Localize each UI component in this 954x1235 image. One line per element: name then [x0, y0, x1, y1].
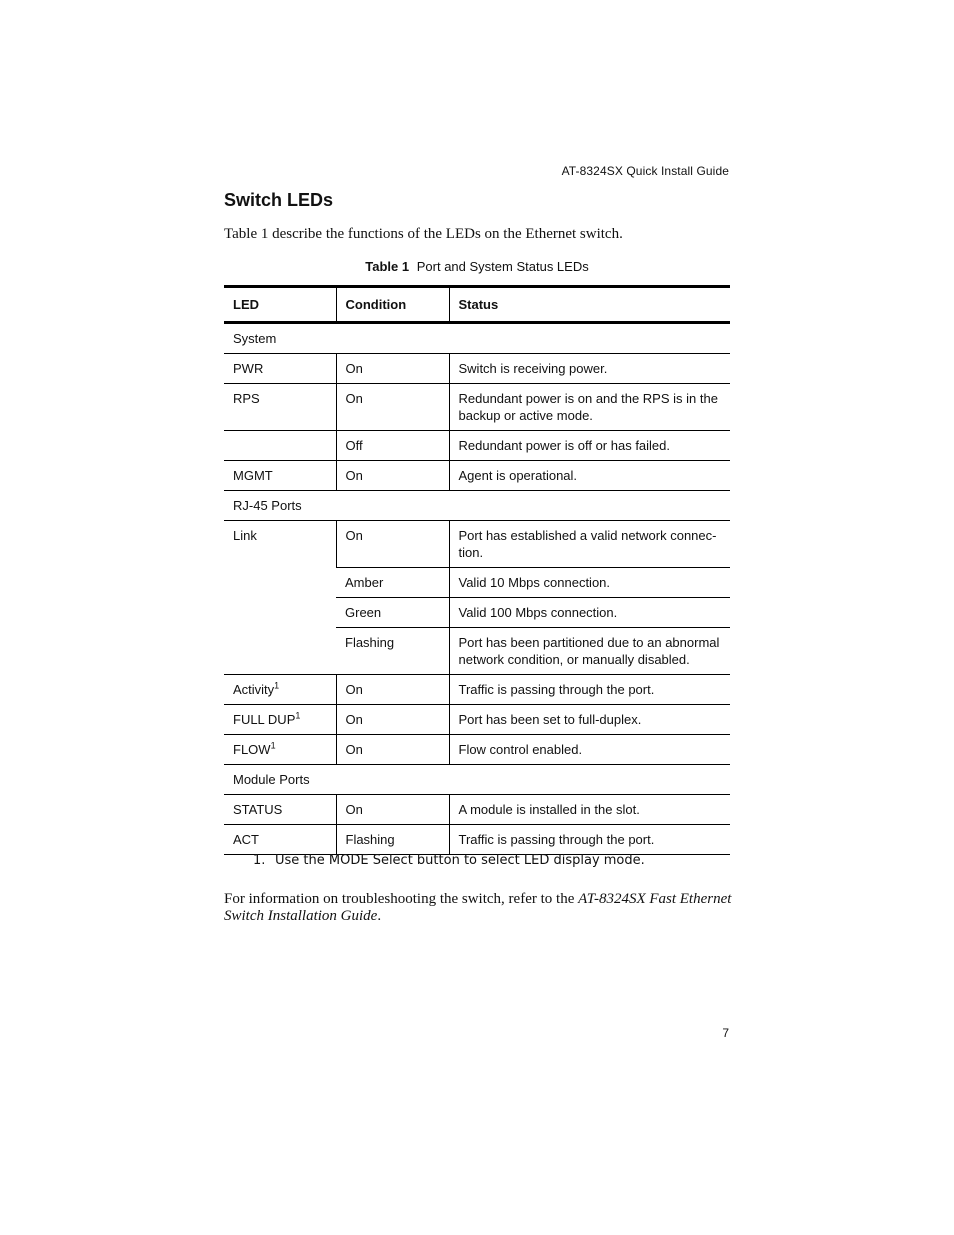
condition-cell: On: [336, 461, 449, 491]
status-cell: Switch is receiving power.: [449, 354, 730, 384]
table-footnote: [253, 853, 645, 868]
table-row: [224, 705, 730, 735]
status-cell: Port has been partitioned due to an abnormal network condition, or manually disabled.: [449, 628, 730, 675]
condition-cell: On: [336, 521, 449, 568]
page-number: 7: [722, 1026, 729, 1040]
table-row: [224, 431, 730, 461]
column-header-led: LED: [224, 287, 336, 323]
table-row: [224, 825, 730, 855]
status-cell: Port has been set to full-duplex.: [449, 705, 730, 735]
status-cell: Traffic is passing through the port.: [449, 675, 730, 705]
closing-period: .: [377, 908, 382, 924]
table-row: [224, 461, 730, 491]
led-status-table: [224, 285, 730, 855]
footnote-text: Use the MODE Select button to select LED display mode.: [275, 853, 645, 868]
condition-cell: Flashing: [336, 628, 449, 675]
column-header-status: Status: [449, 287, 730, 323]
table-row: [224, 354, 730, 384]
led-cell: RPS: [224, 384, 336, 431]
column-header-condition: Condition: [336, 287, 449, 323]
led-cell: [224, 705, 336, 735]
led-cell: [224, 735, 336, 765]
intro-paragraph: Table 1 describe the functions of the LEDs on the Ethernet switch.: [224, 226, 623, 242]
footnote-number: 1.: [253, 853, 266, 868]
table-header-row: [224, 287, 730, 323]
status-cell: A module is installed in the slot.: [449, 795, 730, 825]
condition-cell: On: [336, 354, 449, 384]
led-cell: STATUS: [224, 795, 336, 825]
status-cell: Redundant power is off or has failed.: [449, 431, 730, 461]
table-section-row: [224, 323, 730, 354]
closing-paragraph: [224, 891, 734, 925]
led-label: FLOW: [233, 742, 271, 757]
condition-cell: Amber: [336, 568, 449, 598]
table-caption-text: Port and System Status LEDs: [416, 259, 589, 274]
status-cell: [449, 521, 730, 568]
led-cell: ACT: [224, 825, 336, 855]
section-label-rj45-ports: RJ-45 Ports: [224, 491, 730, 521]
table-section-row: [224, 491, 730, 521]
table-row: [224, 735, 730, 765]
led-label: FULL DUP: [233, 712, 296, 727]
status-cell: Redundant power is on and the RPS is in the backup or active mode.: [449, 384, 730, 431]
footnote-reference: 1: [295, 710, 301, 721]
condition-cell: On: [336, 705, 449, 735]
status-text-line: tion.: [458, 545, 484, 560]
led-cell: [224, 675, 336, 705]
led-cell: MGMT: [224, 461, 336, 491]
footnote-reference: 1: [274, 680, 280, 691]
referenced-guide-title: AT-8324SX Fast Ethernet Switch Installation Guide: [224, 891, 732, 924]
table-caption: [224, 259, 730, 274]
table-row: [224, 521, 730, 568]
led-cell: [224, 431, 336, 461]
table-section-row: [224, 765, 730, 795]
status-cell: Valid 100 Mbps connection.: [449, 598, 730, 628]
running-header: AT-8324SX Quick Install Guide: [561, 164, 729, 178]
led-cell: Link: [224, 521, 336, 675]
condition-cell: On: [336, 675, 449, 705]
table-caption-number: Table 1: [365, 259, 410, 274]
closing-text: For information on troubleshooting the switch, refer to the: [224, 891, 579, 907]
status-cell: Valid 10 Mbps connection.: [449, 568, 730, 598]
section-label-system: System: [224, 323, 730, 354]
section-label-module-ports: Module Ports: [224, 765, 730, 795]
status-cell: Agent is operational.: [449, 461, 730, 491]
table-row: [224, 675, 730, 705]
led-label: Activity: [233, 682, 275, 697]
led-cell: PWR: [224, 354, 336, 384]
footnote-reference: 1: [270, 740, 276, 751]
condition-cell: On: [336, 384, 449, 431]
status-text-line: Port has established a valid network connec-: [458, 528, 717, 543]
section-title: Switch LEDs: [224, 190, 334, 210]
condition-cell: Green: [336, 598, 449, 628]
condition-cell: On: [336, 735, 449, 765]
status-cell: Traffic is passing through the port.: [449, 825, 730, 855]
condition-cell: On: [336, 795, 449, 825]
condition-cell: Flashing: [336, 825, 449, 855]
table-row: [224, 384, 730, 431]
table-row: [224, 795, 730, 825]
condition-cell: Off: [336, 431, 449, 461]
status-cell: Flow control enabled.: [449, 735, 730, 765]
